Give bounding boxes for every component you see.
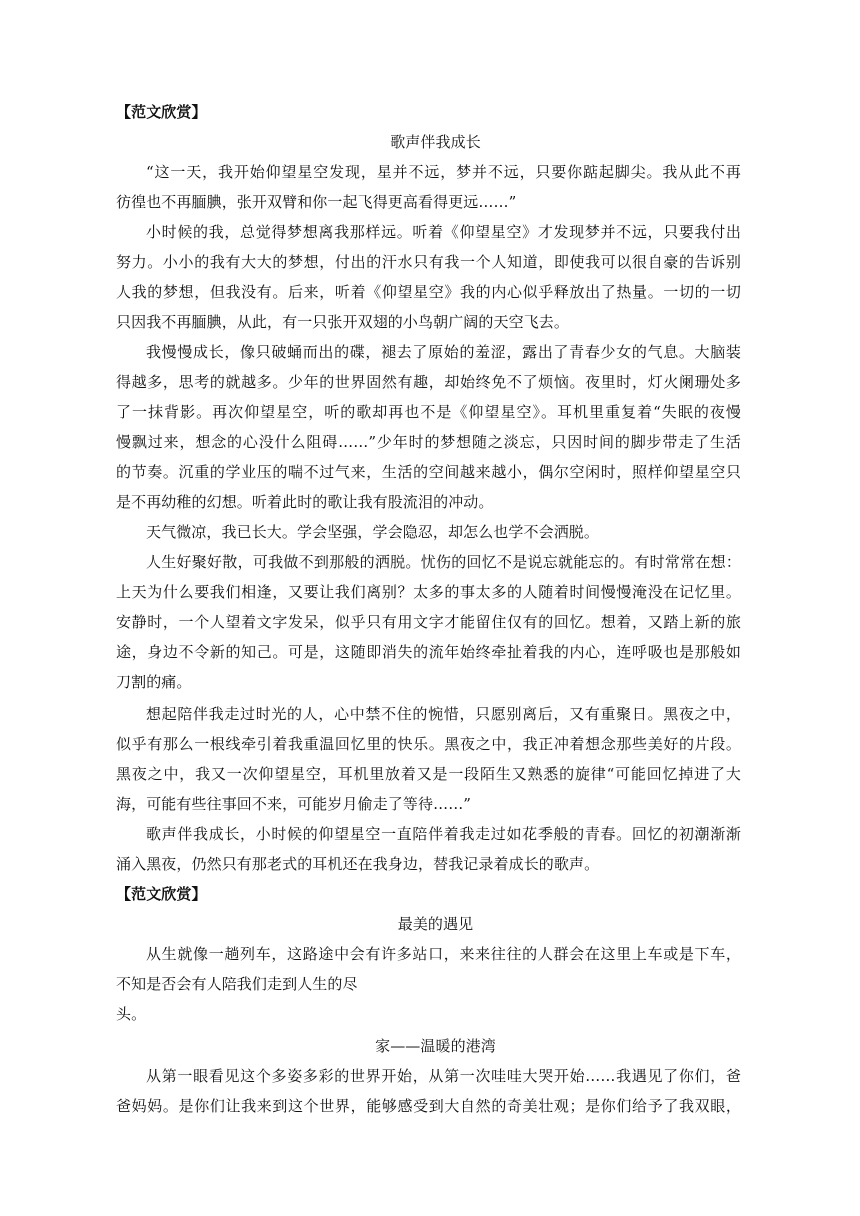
- paragraph-line: 安静时，一个人望着文字发呆，似乎只有用文字才能留住仅有的回忆。想着，又踏上新的旅: [116, 613, 741, 631]
- paragraph-line: 上天为什么要我们相逢，又要让我们离别？太多的事太多的人随着时间慢慢淹没在记忆里。: [116, 583, 741, 601]
- paragraph-line: 海，可能有些往事回不来，可能岁月偷走了等待……”: [116, 795, 472, 813]
- paragraph-line: 似乎有那么一根线牵引着我重温回忆里的快乐。黑夜之中，我正冲着想念那些美好的片段。: [116, 735, 741, 753]
- paragraph-line: 头。: [116, 1005, 147, 1023]
- paragraph-line: 了一抹背影。再次仰望星空，听的歌却再也不是《仰望星空》。耳机里重复着“失眠的夜慢: [116, 403, 741, 421]
- section-heading: 【范文欣赏】: [116, 103, 207, 121]
- paragraph-line: 彷徨也不再腼腆，张开双臂和你一起飞得更高看得更远……”: [116, 193, 517, 211]
- paragraph-line: 黑夜之中，我又一次仰望星空，耳机里放着又是一段陌生又熟悉的旋律“可能回忆掉进了大: [116, 765, 741, 783]
- paragraph-line: 努力。小小的我有大大的梦想，付出的汗水只有我一个人知道，即使我可以很自豪的告诉别: [116, 253, 741, 271]
- paragraph-line: 从第一眼看见这个多姿多彩的世界开始，从第一次哇哇大哭开始……我遇见了你们，爸: [146, 1067, 741, 1085]
- paragraph-line: 慢飘过来，想念的心没什么阻碍……”少年时的梦想随之淡忘，只因时间的脚步带走了生活: [116, 433, 741, 451]
- paragraph-line: 爸妈妈。是你们让我来到这个世界，能够感受到大自然的奇美壮观；是你们给予了我双眼，: [116, 1097, 741, 1115]
- essay-title: 家——温暖的港湾: [375, 1037, 496, 1055]
- paragraph-line: 不知是否会有人陪我们走到人生的尽: [116, 975, 358, 993]
- paragraph-line: 人我的梦想，但我没有。后来，听着《仰望星空》我的内心似乎释放出了热量。一切的一切: [116, 283, 741, 301]
- paragraph-line: 涌入黑夜，仍然只有那老式的耳机还在我身边，替我记录着成长的歌声。: [116, 855, 600, 873]
- paragraph-line: 想起陪伴我走过时光的人，心中禁不住的惋惜，只愿别离后，又有重聚日。黑夜之中，: [146, 705, 741, 723]
- paragraph-line: 小时候的我，总觉得梦想离我那样远。听着《仰望星空》才发现梦并不远，只要我付出: [146, 223, 741, 241]
- document-page: [116, 97, 741, 1121]
- paragraph-line: 刀割的痛。: [116, 673, 192, 691]
- paragraph-line: 歌声伴我成长，小时候的仰望星空一直陪伴着我走过如花季般的青春。回忆的初潮渐渐: [146, 825, 741, 843]
- paragraph-line: “这一天，我开始仰望星空发现，星并不远，梦并不远，只要你踮起脚尖。我从此不再: [146, 163, 741, 181]
- paragraph-line: 我慢慢成长，像只破蛹而出的碟，褪去了原始的羞涩，露出了青春少女的气息。大脑装: [146, 343, 741, 361]
- paragraph-line: 的节奏。沉重的学业压的喘不过气来，生活的空间越来越小，偶尔空闲时，照样仰望星空只: [116, 463, 741, 481]
- paragraph-line: 得越多，思考的就越多。少年的世界固然有趣，却始终免不了烦恼。夜里时，灯火阑珊处多: [116, 373, 741, 391]
- section-heading: 【范文欣赏】: [116, 885, 207, 903]
- paragraph-line: 途，身边不令新的知己。可是，这随即消失的流年始终牵扯着我的内心，连呼吸也是那般如: [116, 643, 741, 661]
- paragraph-line: 人生好聚好散，可我做不到那般的洒脱。忧伤的回忆不是说忘就能忘的。有时常常在想：: [146, 553, 741, 571]
- paragraph-line: 是不再幼稚的幻想。听着此时的歌让我有股流泪的冲动。: [116, 493, 494, 511]
- paragraph-line: 天气微凉，我已长大。学会坚强，学会隐忍，却怎么也学不会洒脱。: [146, 523, 600, 541]
- paragraph-line: 只因我不再腼腆，从此，有一只张开双翅的小鸟朝广阔的天空飞去。: [116, 313, 570, 331]
- essay-title: 最美的遇见: [397, 915, 474, 933]
- paragraph-line: 从生就像一趟列车，这路途中会有许多站口，来来往往的人群会在这里上车或是下车，: [146, 945, 741, 963]
- essay-title: 歌声伴我成长: [390, 133, 481, 151]
